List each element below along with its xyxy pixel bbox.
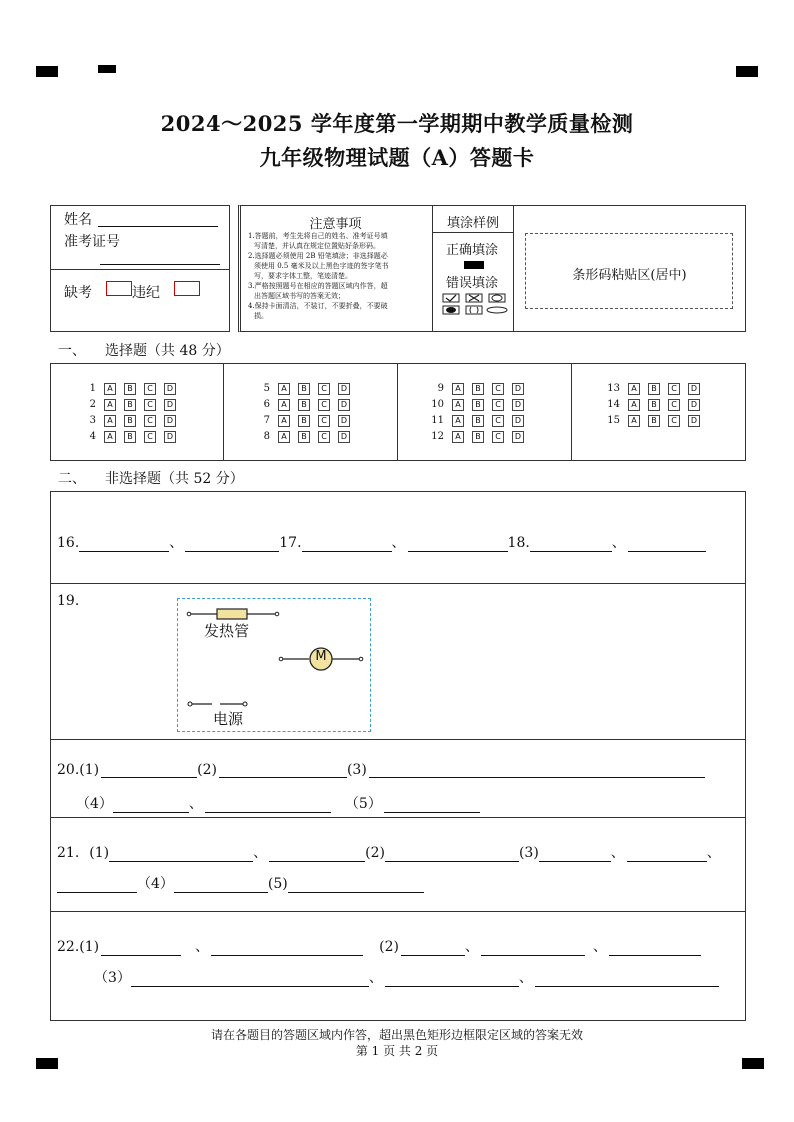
option-d[interactable]: D [164,399,176,411]
correct-fill-label: 正确填涂 [446,243,499,258]
option-d[interactable]: D [688,415,700,427]
note-line: 出答题区域书写的答案无效； [254,292,345,300]
part-label: (2) [197,762,217,778]
q20-answer-5[interactable] [384,798,480,813]
part-label: (1) [89,845,110,861]
note-line: 4.保持卡面清洁，不装订，不要折叠，不要破 [248,302,388,310]
option-a[interactable]: A [452,399,464,411]
fill-sample-title: 填涂样例 [446,216,499,231]
choice-row [596,381,700,397]
choice-row [596,413,700,429]
question-16-18-row [57,532,706,552]
registration-mark-bottom-left [36,1058,58,1069]
part-label: （5） [344,796,382,812]
choice-row [596,397,700,413]
option-b[interactable]: B [472,383,484,395]
q21-answer-3b[interactable] [627,847,707,862]
q21-answer-1a[interactable] [109,847,253,862]
option-b[interactable]: B [298,383,310,395]
separator: 、 [391,535,406,551]
option-a[interactable]: A [278,383,290,395]
question-number: 11 [431,415,444,426]
part-label: (1) [79,939,100,955]
power-source-label: 电源 [213,710,244,728]
q20-answer-2[interactable] [219,763,347,778]
q21-answer-2[interactable] [385,847,519,862]
question-number: 13 [607,383,620,394]
choice-row [246,413,350,429]
option-b[interactable]: B [472,415,484,427]
choice-row [420,413,524,429]
option-d[interactable]: D [164,431,176,443]
q22-answer-2b[interactable] [481,941,585,956]
question-20-row-1 [57,762,705,778]
option-d[interactable]: D [688,399,700,411]
option-a[interactable]: A [628,383,640,395]
option-a[interactable]: A [104,383,116,395]
section1-number: 一、 [58,343,86,359]
choice-row [246,429,350,445]
separator: 、 [706,845,721,861]
q17-answer-2[interactable] [408,537,508,552]
option-a[interactable]: A [452,415,464,427]
choice-row [72,381,176,397]
fill-sample-divider [432,232,514,233]
choice-group-3 [420,381,524,445]
q18-number: 18. [507,535,530,551]
choice-group-1 [72,381,176,445]
option-d[interactable]: D [688,383,700,395]
question-number: 6 [263,399,270,410]
option-d[interactable]: D [164,383,176,395]
separator: 、 [188,796,203,812]
q20-number: 20. [57,762,80,778]
q20-answer-1[interactable] [101,763,197,778]
option-b[interactable]: B [472,431,484,443]
footer-note: 请在各题目的答题区域内作答，超出黑色矩形边框限定区域的答案无效 [210,1028,583,1042]
option-b[interactable]: B [124,431,136,443]
page-info: 第 1 页 共 2 页 [355,1044,439,1058]
note-line: 2.选择题必须使用 2B 铅笔填涂；非选择题必 [248,252,388,260]
absent-label: 缺考 [64,285,92,301]
q21-answer-5[interactable] [288,878,424,893]
option-d[interactable]: D [338,415,350,427]
option-a[interactable]: A [278,431,290,443]
part-label: (1) [79,762,100,778]
option-a[interactable]: A [104,415,116,427]
option-b[interactable]: B [124,415,136,427]
part-label: (3) [346,762,367,778]
choice-row [420,397,524,413]
choice-row [246,381,350,397]
option-c[interactable]: C [492,431,504,443]
option-d[interactable]: D [338,399,350,411]
question-20-row-2 [76,793,480,813]
option-b[interactable]: B [472,399,484,411]
q21-answer-3c[interactable] [57,878,137,893]
choice-divider [571,363,572,461]
note-line: 损。 [254,312,268,320]
registration-mark-top-right [736,66,758,77]
absent-checkbox[interactable] [106,281,132,296]
barcode-label: 条形码粘贴区(居中) [572,268,687,283]
option-d[interactable]: D [164,415,176,427]
choice-divider [397,363,398,461]
option-d[interactable]: D [512,383,524,395]
notes-title: 注意事项 [309,217,362,232]
q17-number: 17. [279,535,302,551]
row-divider [50,583,746,584]
wrong-fill-label: 错误填涂 [446,276,499,291]
separator: 、 [592,939,607,955]
option-b[interactable]: B [124,383,136,395]
q21-number: 21. [57,845,80,861]
q17-answer-1[interactable] [302,537,392,552]
option-b[interactable]: B [298,431,310,443]
row-divider [50,739,746,740]
note-line: 须使用 0.5 毫米及以上黑色字迹的签字笔书 [254,262,389,270]
question-number: 1 [89,383,96,394]
q18-answer-1[interactable] [530,537,612,552]
part-label: （3） [94,970,131,986]
separator: 、 [253,845,268,861]
heater-label: 发热管 [204,622,250,640]
exam-id-field[interactable] [100,250,220,265]
option-a[interactable]: A [278,399,290,411]
part-label: (2) [379,939,399,955]
separator: 、 [610,845,625,861]
choice-group-4 [596,381,700,429]
question-number: 8 [263,431,270,442]
section2-number: 二、 [58,471,86,487]
row-divider [50,817,746,818]
option-c[interactable]: C [492,383,504,395]
option-c[interactable]: C [492,399,504,411]
note-line: 写清楚，并认真在规定位置贴好条形码。 [254,242,380,250]
question-22-row-1 [57,936,701,956]
part-label: （4） [76,796,113,812]
separator: 、 [368,970,383,986]
section2-title: 非选择题（共 52 分） [105,471,244,487]
question-number: 10 [431,399,444,410]
section1-title: 选择题（共 48 分） [105,343,230,359]
name-field[interactable] [98,212,218,227]
option-c[interactable]: C [668,399,680,411]
option-a[interactable]: A [104,431,116,443]
separator: 、 [464,939,479,955]
q16-answer-1[interactable] [79,537,169,552]
q21-answer-1b[interactable] [269,847,365,862]
q16-number: 16. [57,535,80,551]
question-number: 12 [431,431,444,442]
q20-answer-4b[interactable] [205,798,331,813]
separator: 、 [611,535,626,551]
choice-row [420,429,524,445]
question-22-row-2 [94,967,719,987]
q18-answer-2[interactable] [628,537,706,552]
part-label: (3) [518,845,539,861]
option-c[interactable]: C [318,383,330,395]
separator: 、 [195,939,210,955]
info-divider [50,269,230,270]
registration-mark-top-left [36,66,58,77]
question-number: 14 [607,399,620,410]
page-title-line1: 2024～2025 学年度第一学期期中教学质量检测 [160,111,634,136]
option-d[interactable]: D [338,383,350,395]
option-c[interactable]: C [318,431,330,443]
choice-row [72,413,176,429]
question-number: 5 [263,383,270,394]
option-a[interactable]: A [104,399,116,411]
question-21-row-1 [57,842,721,862]
option-c[interactable]: C [144,431,156,443]
question-number: 15 [607,415,620,426]
part-label: (5) [267,876,288,892]
q22-number: 22. [57,939,80,955]
option-c[interactable]: C [668,383,680,395]
separator: 、 [518,970,533,986]
q20-answer-4a[interactable] [113,798,189,813]
registration-mark-bottom-right [742,1058,764,1069]
q21-answer-4[interactable] [174,878,268,893]
part-label: （4） [137,876,174,892]
option-c[interactable]: C [144,415,156,427]
q21-answer-3a[interactable] [539,847,611,862]
q22-answer-2a[interactable] [401,941,465,956]
choice-row [420,381,524,397]
option-c[interactable]: C [492,415,504,427]
notes-list [248,231,428,321]
wrong-fill-examples-icon [442,292,510,316]
exam-id-label: 准考证号 [64,234,120,250]
option-d[interactable]: D [512,399,524,411]
question-number: 2 [89,399,96,410]
option-c[interactable]: C [668,415,680,427]
q22-answer-3a[interactable] [131,972,369,987]
note-line: 3.严格按照题号在相应的答题区域内作答，超 [248,282,388,290]
option-c[interactable]: C [318,399,330,411]
q22-answer-3c[interactable] [535,972,719,987]
q22-answer-1b[interactable] [211,941,363,956]
note-line: 写，要求字体工整，笔迹清楚。 [254,272,352,280]
option-b[interactable]: B [648,415,660,427]
option-a[interactable]: A [628,415,640,427]
question-number: 3 [89,415,96,426]
option-d[interactable]: D [338,431,350,443]
page-title-line2: 九年级物理试题（A）答题卡 [259,145,535,170]
option-c[interactable]: C [144,399,156,411]
choice-row [72,429,176,445]
q22-answer-2c[interactable] [609,941,701,956]
correct-fill-example [464,261,484,269]
question-number: 7 [263,415,270,426]
option-d[interactable]: D [512,415,524,427]
registration-mark-top-left-small [98,65,116,73]
q22-answer-1a[interactable] [101,941,181,956]
question-21-row-2 [57,873,424,893]
question-number: 9 [437,383,444,394]
option-b[interactable]: B [298,399,310,411]
option-a[interactable]: A [452,431,464,443]
choice-divider [223,363,224,461]
q16-answer-2[interactable] [185,537,279,552]
name-label: 姓名 [64,212,92,228]
option-b[interactable]: B [648,399,660,411]
part-label: (2) [365,845,385,861]
option-b[interactable]: B [124,399,136,411]
q22-answer-3b[interactable] [385,972,519,987]
option-a[interactable]: A [452,383,464,395]
option-b[interactable]: B [648,383,660,395]
option-b[interactable]: B [298,415,310,427]
motor-symbol-label: M [315,649,327,664]
choice-row [72,397,176,413]
choice-row [246,397,350,413]
separator: 、 [169,535,184,551]
question-number: 4 [89,431,96,442]
option-a[interactable]: A [628,399,640,411]
violation-checkbox[interactable] [174,281,200,296]
circuit-components-icon [177,598,371,732]
option-c[interactable]: C [318,415,330,427]
violation-label: 违纪 [132,285,160,301]
choice-group-2 [246,381,350,445]
option-c[interactable]: C [144,383,156,395]
q20-answer-3[interactable] [369,763,705,778]
option-a[interactable]: A [278,415,290,427]
row-divider [50,911,746,912]
option-d[interactable]: D [512,431,524,443]
note-line: 1.答题前，考生先将自己的姓名、准考证号填 [248,232,388,240]
q19-number: 19. [57,593,80,609]
